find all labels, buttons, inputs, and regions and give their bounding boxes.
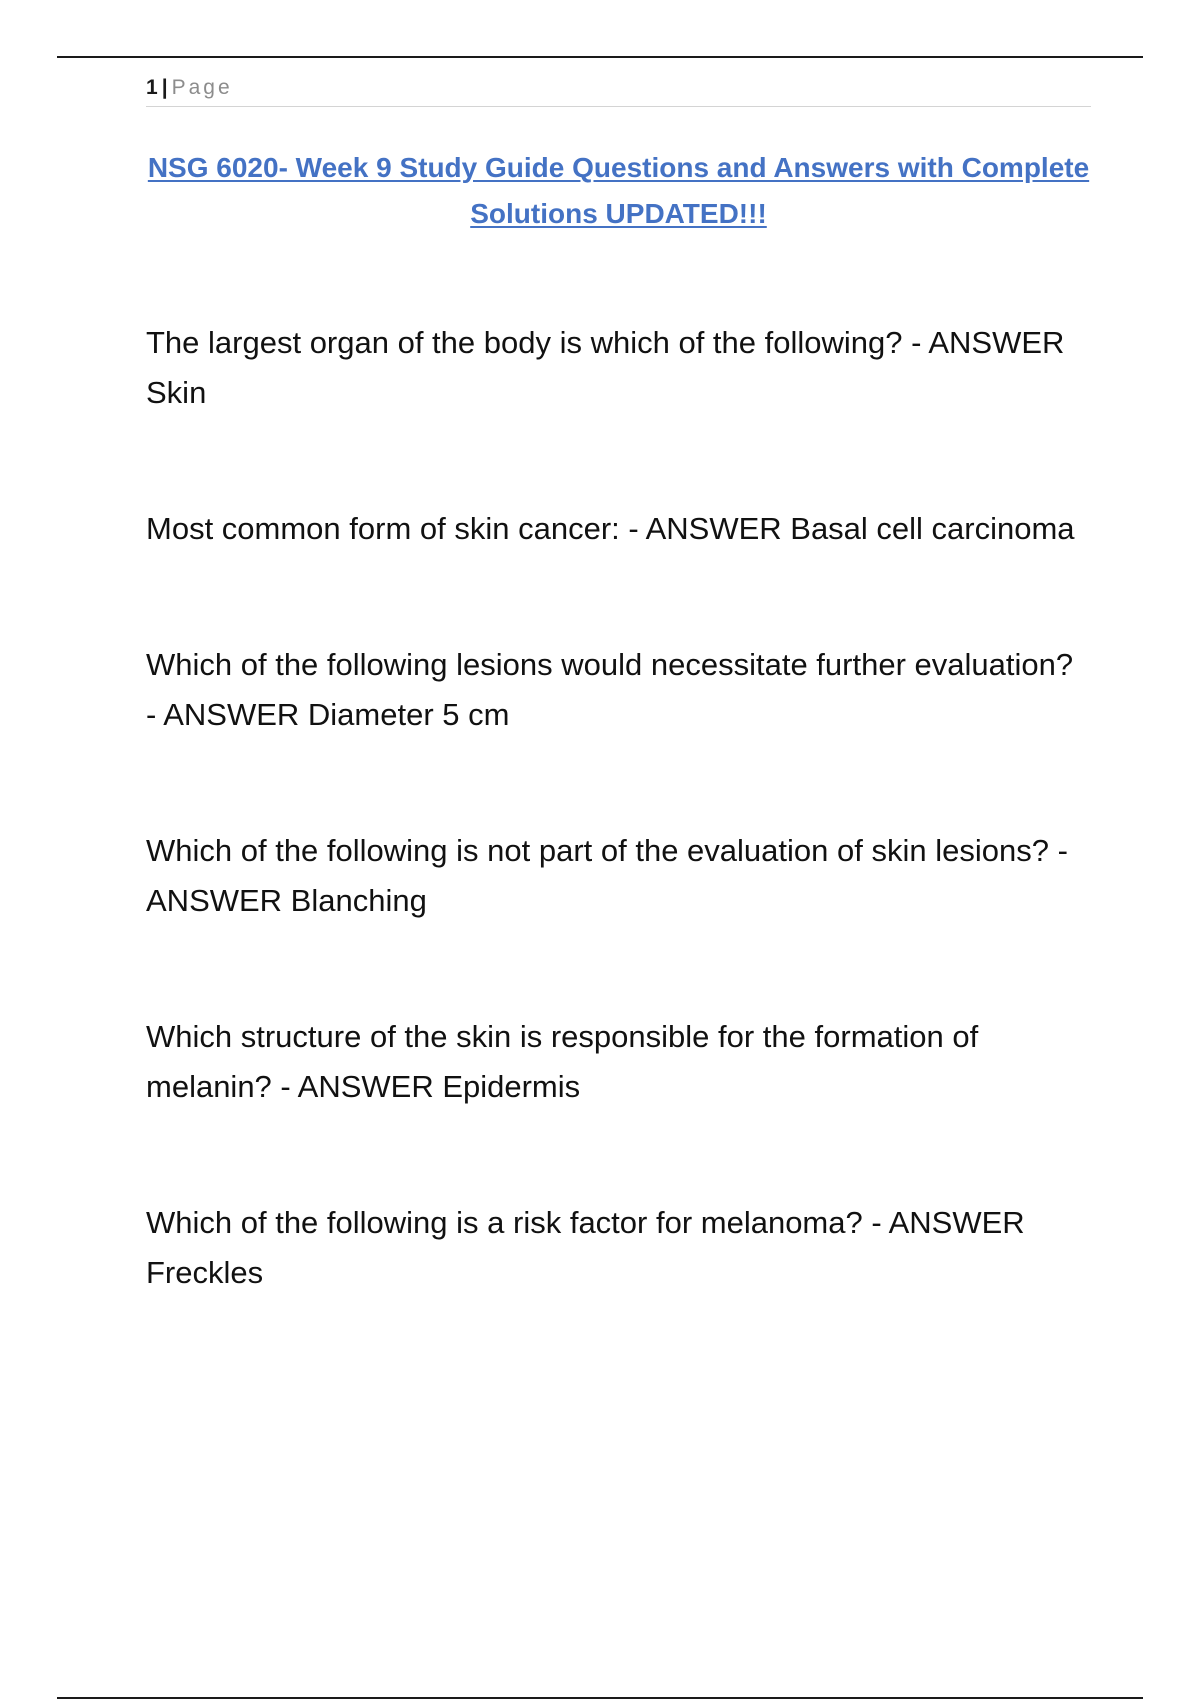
bottom-rule (57, 1697, 1143, 1699)
page-separator: | (161, 76, 168, 99)
page-label: Page (171, 76, 233, 99)
qa-item: Which of the following is not part of the evaluation of skin lesions? - ANSWER Blanching (146, 833, 1068, 918)
page-number: 1 (146, 76, 158, 99)
page-header (146, 74, 1091, 107)
qa-item: Which structure of the skin is responsible for the formation of melanin? - ANSWER Epidermis (146, 1019, 979, 1104)
qa-list (146, 318, 1091, 1298)
qa-item: Which of the following is a risk factor for melanoma? - ANSWER Freckles (146, 1205, 1025, 1290)
qa-item: Most common form of skin cancer: - ANSWER Basal cell carcinoma (146, 511, 1075, 546)
top-rule (57, 56, 1143, 58)
qa-item: Which of the following lesions would necessitate further evaluation? - ANSWER Diameter 5 cm (146, 647, 1074, 732)
qa-item: The largest organ of the body is which of the following? - ANSWER Skin (146, 325, 1065, 410)
document-title: NSG 6020- Week 9 Study Guide Questions and Answers with Complete Solutions UPDATED!!! (147, 152, 1090, 229)
